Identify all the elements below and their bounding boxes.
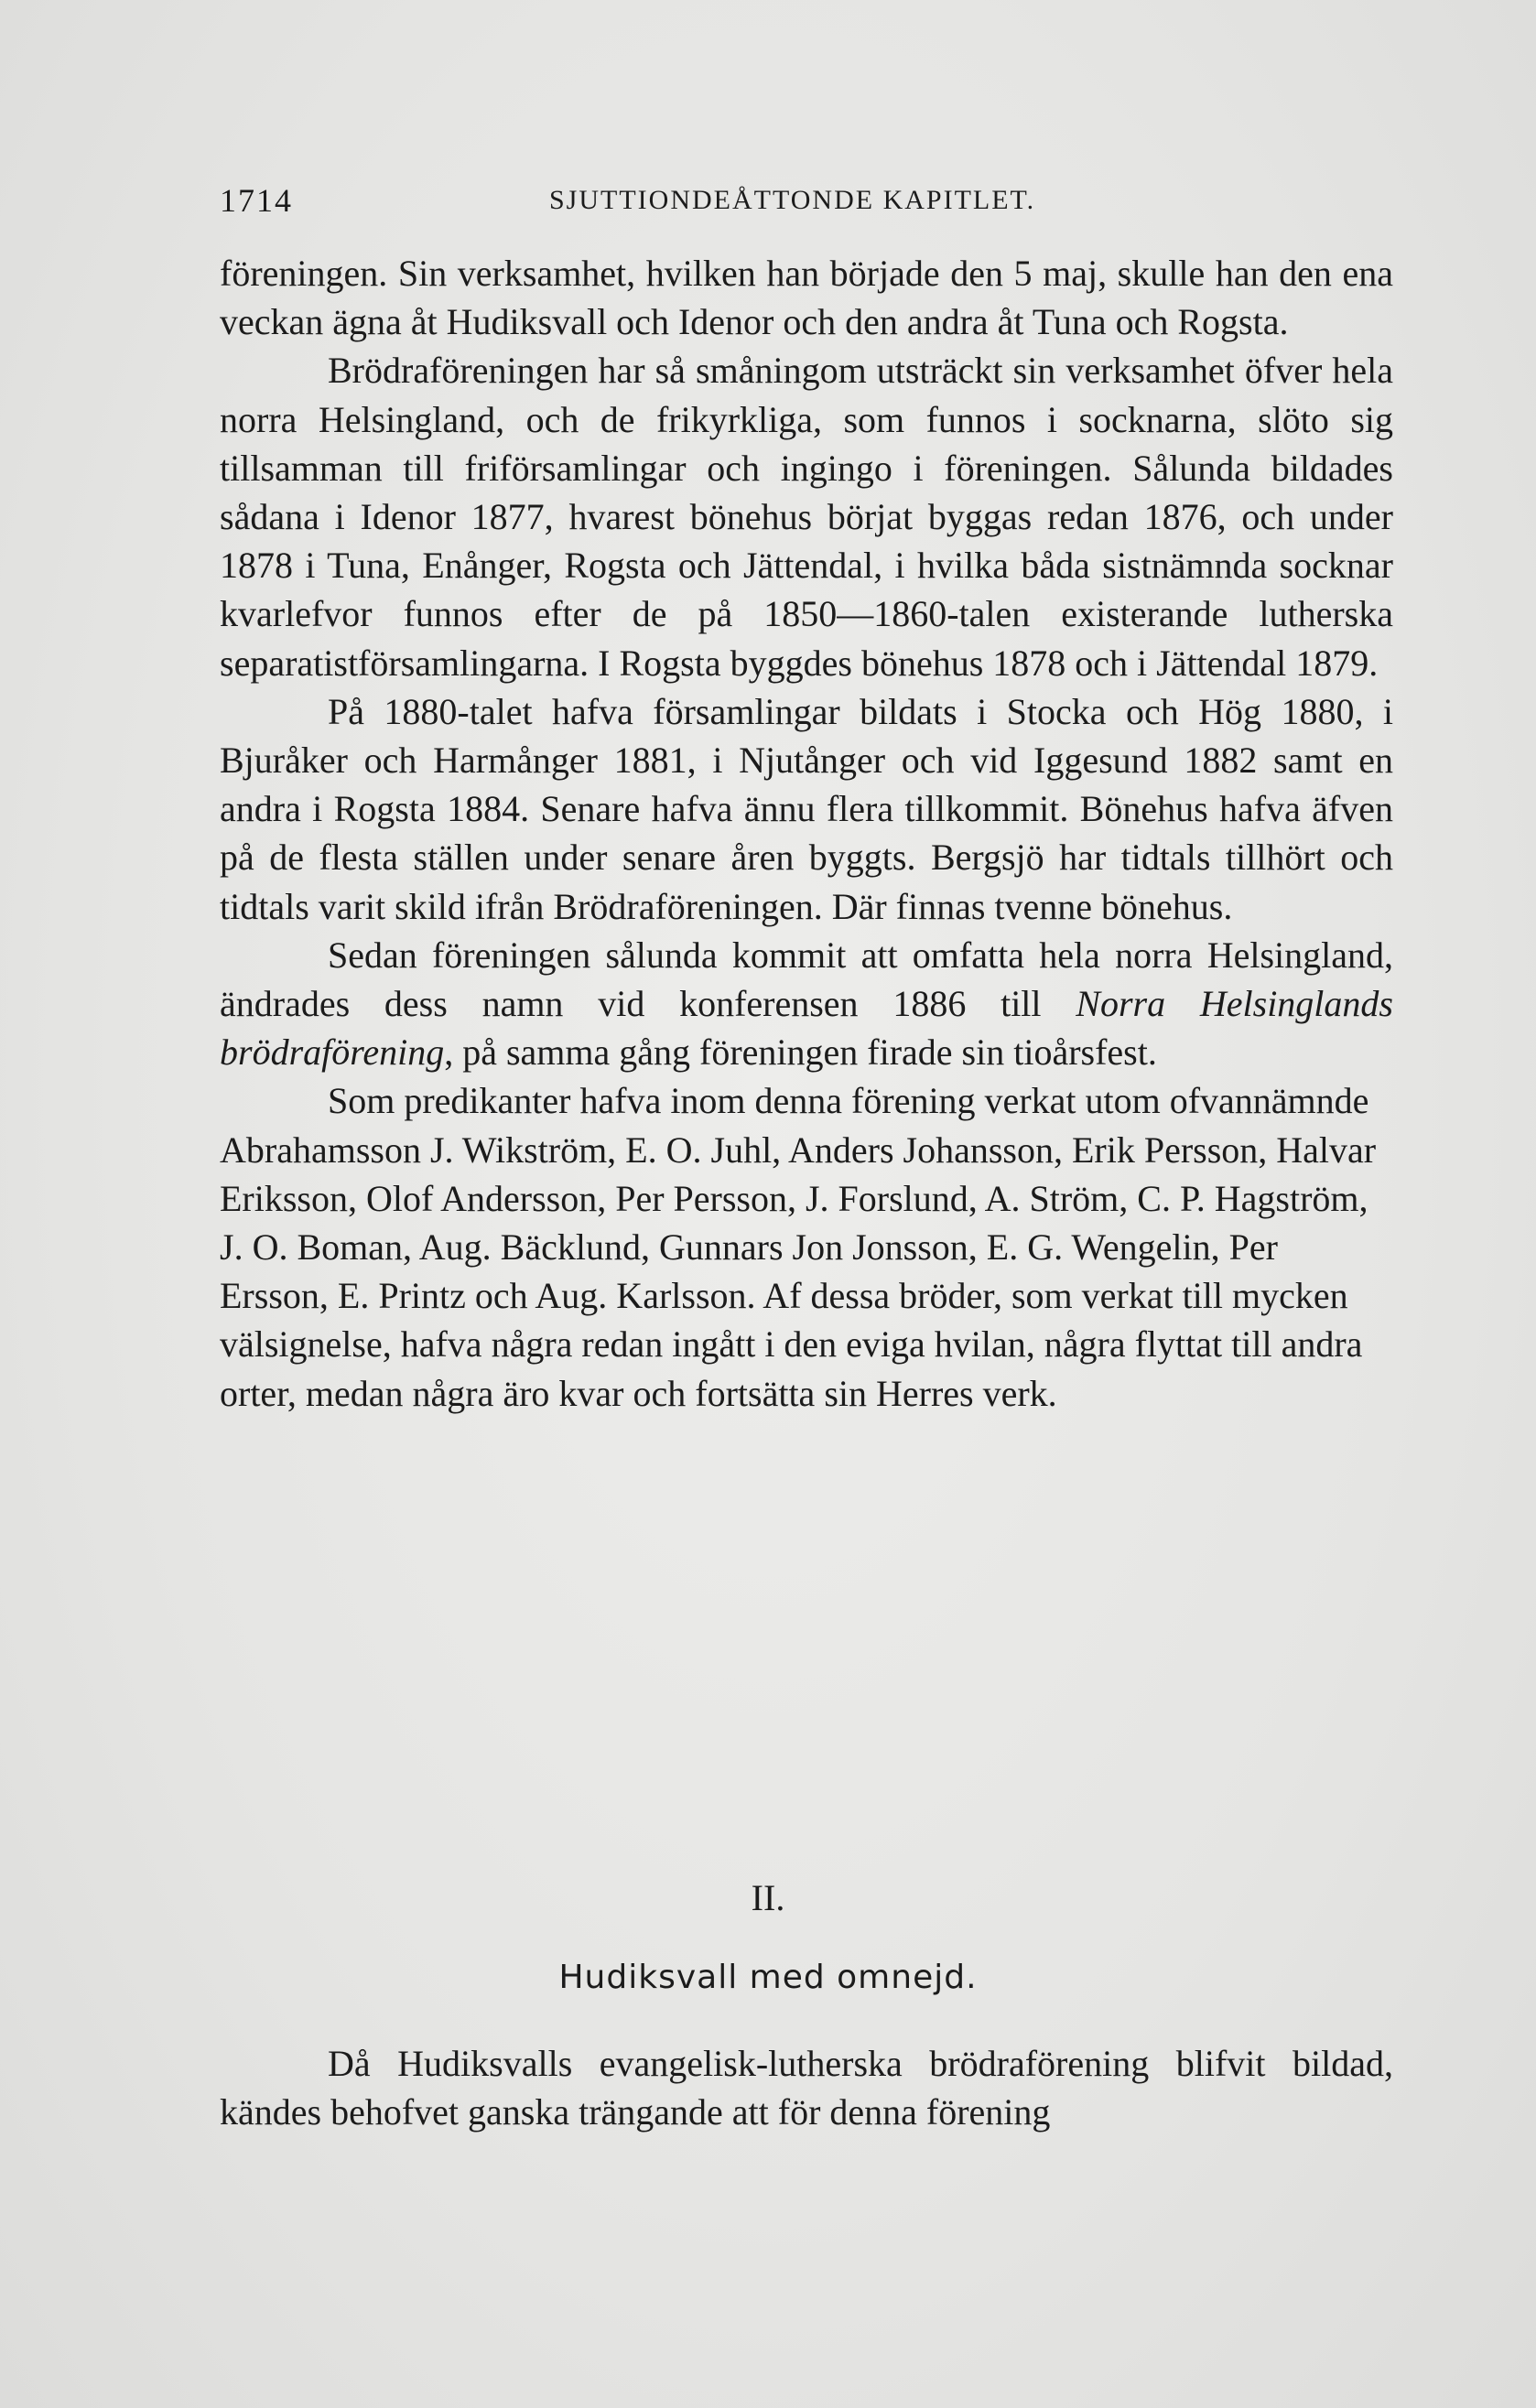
paragraph-namnbyte-before: Sedan föreningen sålunda kommit att omfatta hela norra Helsingland, ändrades dess namn vid konferensen 1886 till bbox=[220, 934, 1393, 1025]
paragraph-predikanter: Som predikanter hafva inom denna förening verkat utom ofvannämnde Abrahamsson J. Wikström, E. O. Juhl, Anders Johansson, Erik Persson, Halvar Eriksson, Olof Andersson, Per Persson, J. Forslund, A. Ström, C. P. Hagström, J. O. Boman, Aug. Bäcklund, Gunnars Jon Jonsson, E. G. Wengelin, Per Ersson, E. Printz och Aug. Karlsson. Af dessa bröder, som verkat till mycken välsignelse, hafva några redan ingått i den eviga hvilan, några flyttat till andra orter, medan några äro kvar och fortsätta sin Herres verk. bbox=[220, 1080, 1377, 1414]
section-body bbox=[220, 2039, 1393, 2136]
paragraph-hudiksvall: Då Hudiksvalls evangelisk-lutherska brödraförening blifvit bildad, kändes behofvet ganska trängande att för denna förening bbox=[220, 2043, 1393, 2133]
page-number: 1714 bbox=[220, 182, 293, 219]
paragraph-namnbyte bbox=[220, 931, 1393, 1077]
running-title: SJUTTIONDEÅTTONDE KAPITLET. bbox=[549, 185, 1036, 215]
paragraph-1880-talet: På 1880-talet hafva församlingar bildats i Stocka och Hög 1880, i Bjuråker och Harmånger 1881, i Njutånger och vid Iggesund 1882 samt en andra i Rogsta 1884. Senare hafva ännu flera tillkommit. Bönehus hafva äfven på de flesta ställen under senare åren byggts. Bergsjö har tidtals tillhört och tidtals varit skild ifrån Brödraföreningen. Där finnas tvenne bönehus. bbox=[220, 690, 1393, 927]
association-name-italic: Norra Helsinglands brödraförening bbox=[220, 983, 1393, 1074]
body-text bbox=[220, 249, 1393, 1418]
paragraph-continuation: föreningen. Sin verksamhet, hvilken han började den 5 maj, skulle han den ena veckan ägna åt Hudiksvall och Idenor och den andra åt Tuna och Rogsta. bbox=[220, 253, 1393, 343]
section-number: II. bbox=[751, 1877, 785, 1918]
page-header bbox=[220, 181, 1391, 227]
paragraph-namnbyte-after: , på samma gång föreningen firade sin tioårsfest. bbox=[444, 1031, 1157, 1074]
section-title: Hudiksvall med omnejd. bbox=[558, 1959, 978, 1996]
paragraph-brodraforeningen: Brödraföreningen har så småningom utsträckt sin verksamhet öfver hela norra Helsingland, och de frikyrkliga, som funnos i socknarna, slöto sig tillsamman till friförsamlingar och ingingo i föreningen. Sålunda bildades sådana i Idenor 1877, hvarest bönehus börjat byggas redan 1876, och under 1878 i Tuna, Enånger, Rogsta och Jättendal, i hvilka båda sistnämnda socknar kvarlefvor funnos efter de på 1850—1860-talen existerande lutherska separatistförsamlingarna. I Rogsta byggdes bönehus 1878 och i Jättendal 1879. bbox=[220, 350, 1393, 684]
